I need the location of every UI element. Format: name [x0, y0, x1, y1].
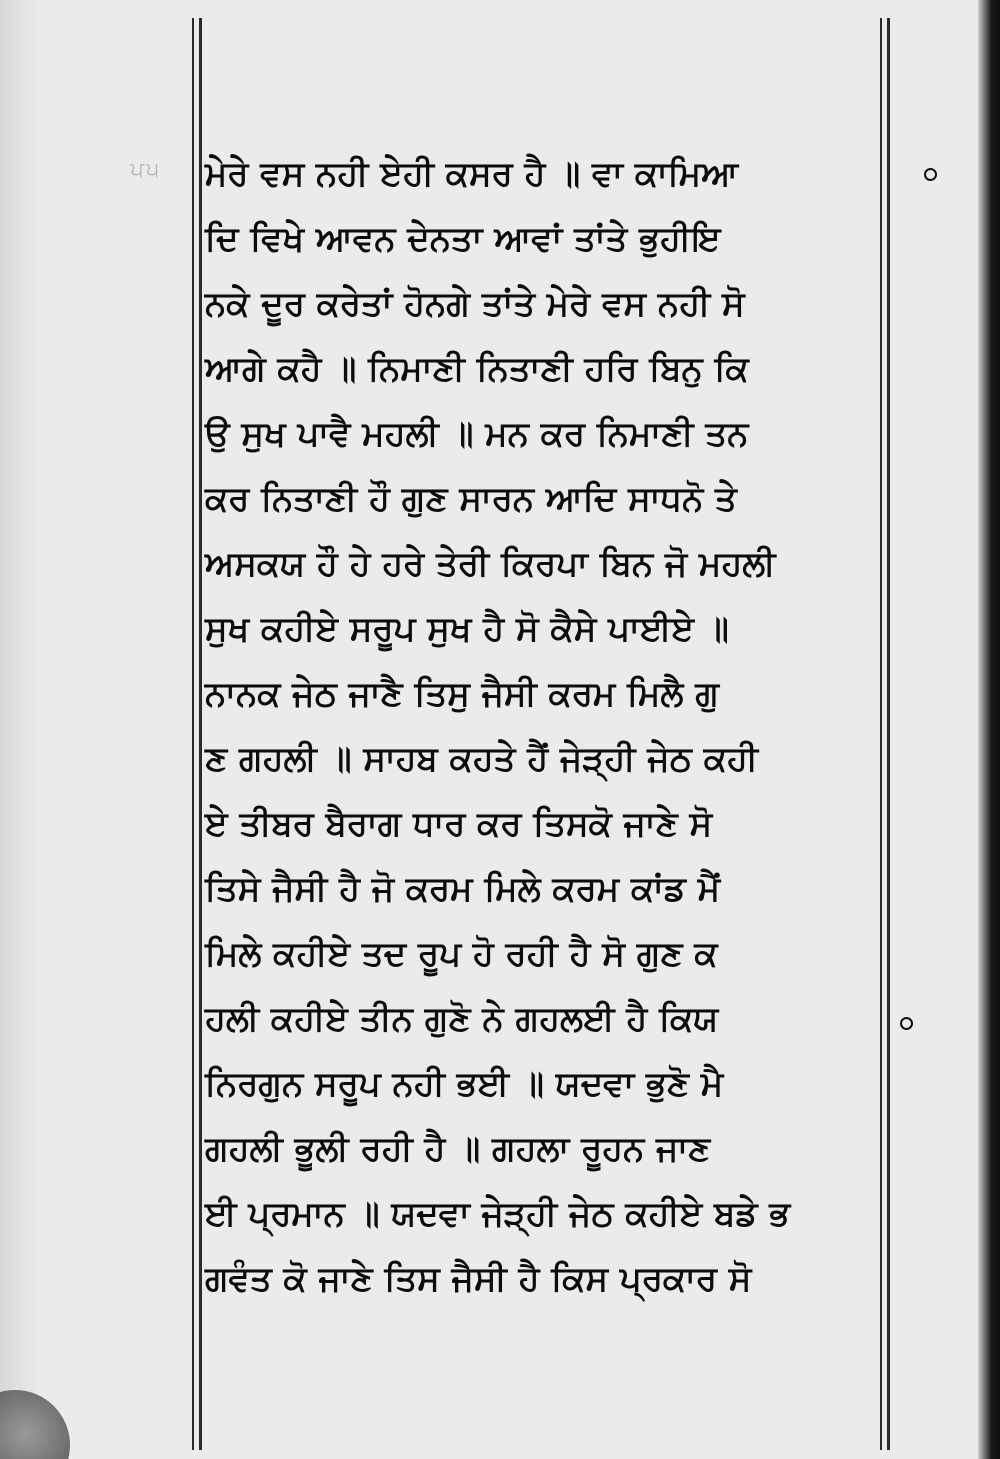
text-line: ਗਵੰਤ ਕੋ ਜਾਣੇ ਤਿਸ ਜੈਸੀ ਹੈ ਕਿਸ ਪ੍ਰਕਾਰ ਸੋ: [205, 1259, 752, 1299]
text-line: ਨਿਰਗੁਨ ਸਰੂਪ ਨਹੀ ਭਈ ॥ ਯਦਵਾ ਭੁਣੋ ਮੈ: [205, 1064, 724, 1104]
text-line: ਨਾਨਕ ਜੇਠ ਜਾਣੈ ਤਿਸੁ ਜੈਸੀ ਕਰਮ ਮਿਲੈ ਗੁ: [205, 674, 719, 714]
text-line: ਣ ਗਹਲੀ ॥ ਸਾਹਬ ਕਹਤੇ ਹੈਂ ਜੇੜ੍ਹੀ ਜੇਠ ਕਹੀ: [205, 739, 759, 779]
holding-thumb: [0, 1390, 70, 1459]
text-line: ਮੇਰੇ ਵਸ ਨਹੀ ਏਹੀ ਕਸਰ ਹੈ ॥ ਵਾ ਕਾਮਿਆ: [205, 154, 739, 194]
text-line: ਹਲੀ ਕਹੀਏ ਤੀਨ ਗੁਣੋ ਨੇ ਗਹਲਈ ਹੈ ਕਿਯ: [205, 999, 719, 1039]
left-margin-rule-inner: [199, 18, 202, 1450]
text-line: ਏ ਤੀਬਰ ਬੈਰਾਗ ਧਾਰ ਕਰ ਤਿਸਕੋ ਜਾਣੇ ਸੋ: [205, 804, 713, 844]
page-gutter-shadow: [0, 0, 40, 1459]
text-line: ਆਗੇ ਕਹੈ ॥ ਨਿਮਾਣੀ ਨਿਤਾਣੀ ਹਰਿ ਬਿਨੁ ਕਿ: [205, 349, 749, 389]
page-edge: [978, 0, 1000, 1459]
text-line: ਮਿਲੇ ਕਹੀਏ ਤਦ ਰੂਪ ਹੋ ਰਹੀ ਹੈ ਸੋ ਗੁਣ ਕ: [205, 934, 718, 974]
text-line: ਅਸਕਯ ਹੌ ਹੇ ਹਰੇ ਤੇਰੀ ਕਿਰਪਾ ਬਿਨ ਜੋ ਮਹਲੀ: [205, 544, 776, 584]
text-line: ਤਿਸੇ ਜੈਸੀ ਹੈ ਜੋ ਕਰਮ ਮਿਲੇ ਕਰਮ ਕਾਂਡ ਮੈਂ: [205, 869, 721, 909]
margin-folio-number: ਪ੫: [130, 158, 162, 183]
verse-marker: [924, 168, 937, 181]
left-margin-rule: [192, 18, 194, 1450]
manuscript-text: [205, 152, 917, 1322]
text-line: ਈ ਪ੍ਰਮਾਨ ॥ ਯਦਵਾ ਜੇੜ੍ਹੀ ਜੇਠ ਕਹੀਏ ਬਡੇ ਭ: [205, 1194, 791, 1234]
text-line: ਕਰ ਨਿਤਾਣੀ ਹੌ ਗੁਣ ਸਾਰਨ ਆਦਿ ਸਾਧਨੋ ਤੇ: [205, 479, 737, 519]
text-line: ਗਹਲੀ ਭੂਲੀ ਰਹੀ ਹੈ ॥ ਗਹਲਾ ਰੂਹਨ ਜਾਣ: [205, 1129, 711, 1169]
text-line: ਨਕੇ ਦੂਰ ਕਰੇਤਾਂ ਹੋਨਗੇ ਤਾਂਤੇ ਮੇਰੇ ਵਸ ਨਹੀ ਸੋ: [205, 284, 745, 324]
text-line: ਉ ਸੁਖ ਪਾਵੈ ਮਹਲੀ ॥ ਮਨ ਕਰ ਨਿਮਾਣੀ ਤਨ: [205, 414, 749, 454]
text-line: ਸੁਖ ਕਹੀਏ ਸਰੂਪ ਸੁਖ ਹੈ ਸੋ ਕੈਸੇ ਪਾਈਏ ॥: [205, 609, 729, 649]
text-line: ਦਿ ਵਿਖੇ ਆਵਨ ਦੇਨਤਾ ਆਵਾਂ ਤਾਂਤੇ ਭੁਹੀਇ: [205, 219, 721, 259]
